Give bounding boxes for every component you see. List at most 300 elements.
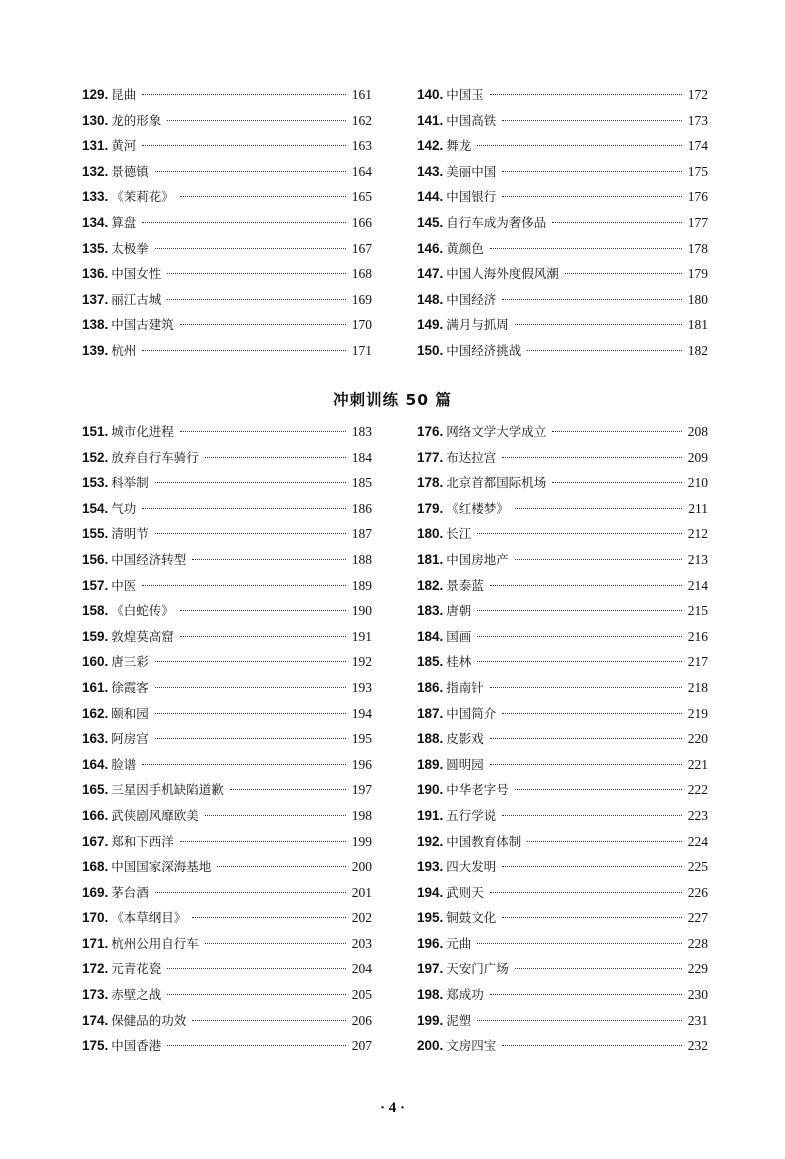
toc-entry: [82, 521, 372, 547]
dot-leader: [167, 968, 345, 969]
entry-page: 169: [351, 291, 372, 307]
toc-entry: [82, 649, 372, 675]
dot-leader: [205, 457, 346, 458]
toc-entry: [417, 184, 708, 210]
entry-title: 国画: [446, 628, 472, 644]
toc-entry: [82, 598, 372, 624]
toc-entry: [82, 803, 372, 829]
entry-page: 225: [687, 859, 708, 875]
entry-title: 杭州: [111, 342, 137, 358]
entry-number: 168.: [82, 859, 109, 875]
entry-page: 180: [687, 291, 708, 307]
dot-leader: [477, 1020, 681, 1021]
entry-number: 181.: [417, 551, 444, 567]
toc-entry: [82, 108, 372, 134]
toc-entry: [417, 675, 708, 701]
entry-page: 219: [687, 705, 708, 721]
entry-title: 气功: [111, 500, 137, 516]
entry-title: 清明节: [111, 526, 149, 542]
entry-number: 161.: [82, 679, 109, 695]
entry-number: 179.: [417, 500, 444, 516]
dot-leader: [155, 738, 346, 739]
dot-leader: [180, 610, 346, 611]
entry-title: 中国经济: [446, 291, 497, 307]
entry-title: 保健品的功效: [111, 1012, 187, 1028]
entry-page: 184: [351, 449, 372, 465]
toc-entry: [82, 419, 372, 445]
entry-number: 132.: [82, 163, 109, 179]
entry-number: 197.: [417, 961, 444, 977]
dot-leader: [552, 482, 681, 483]
toc-entry: [417, 338, 708, 364]
entry-number: 170.: [82, 910, 109, 926]
toc-entry: [417, 312, 708, 338]
entry-number: 173.: [82, 987, 109, 1003]
entry-page: 217: [687, 654, 708, 670]
entry-number: 175.: [82, 1038, 109, 1054]
entry-page: 192: [351, 654, 372, 670]
toc-entry: [82, 338, 372, 364]
dot-leader: [142, 145, 345, 146]
entry-page: 205: [351, 987, 372, 1003]
entry-number: 131.: [82, 138, 109, 154]
entry-number: 184.: [417, 628, 444, 644]
entry-number: 152.: [82, 449, 109, 465]
entry-title: 中国人海外度假风潮: [446, 266, 559, 282]
toc-entry: [82, 82, 372, 108]
dot-leader: [205, 943, 346, 944]
entry-title: 算盘: [111, 214, 137, 230]
entry-title: 龙的形象: [111, 112, 162, 128]
toc-entry: [417, 649, 708, 675]
toc-entry: [82, 675, 372, 701]
entry-page: 201: [351, 884, 372, 900]
entry-title: 中国教育体制: [446, 833, 522, 849]
toc-list-section1-right: [417, 82, 708, 364]
toc-entry: [82, 496, 372, 522]
entry-number: 192.: [417, 833, 444, 849]
entry-title: 满月与抓周: [446, 317, 509, 333]
entry-page: 213: [687, 551, 708, 567]
entry-number: 156.: [82, 551, 109, 567]
dot-leader: [502, 815, 681, 816]
entry-page: 177: [687, 214, 708, 230]
entry-number: 157.: [82, 577, 109, 593]
toc-entry: [417, 624, 708, 650]
dot-leader: [167, 994, 345, 995]
entry-number: 147.: [417, 266, 444, 282]
entry-title: 科举制: [111, 475, 149, 491]
entry-title: 丽江古城: [111, 291, 162, 307]
entry-number: 163.: [82, 731, 109, 747]
toc-entry: [82, 210, 372, 236]
dot-leader: [477, 943, 681, 944]
entry-number: 185.: [417, 654, 444, 670]
dot-leader: [180, 431, 346, 432]
dot-leader: [155, 248, 346, 249]
entry-page: 176: [687, 189, 708, 205]
entry-page: 171: [351, 342, 372, 358]
entry-page: 232: [687, 1038, 708, 1054]
entry-page: 224: [687, 833, 708, 849]
entry-title: 昆曲: [111, 87, 137, 102]
entry-title: 中医: [111, 577, 137, 593]
toc-entry: [417, 159, 708, 185]
entry-page: 206: [351, 1012, 372, 1028]
entry-page: 208: [687, 424, 708, 439]
toc-entry: [417, 931, 708, 957]
entry-page: 227: [687, 910, 708, 926]
dot-leader: [515, 508, 682, 509]
entry-page: 188: [351, 551, 372, 567]
dot-leader: [515, 968, 682, 969]
entry-number: 194.: [417, 884, 444, 900]
entry-page: 226: [687, 884, 708, 900]
entry-number: 200.: [417, 1038, 444, 1054]
entry-number: 144.: [417, 189, 444, 205]
dot-leader: [217, 866, 345, 867]
dot-leader: [180, 196, 346, 197]
dot-leader: [477, 661, 681, 662]
dot-leader: [155, 533, 346, 534]
toc-entry: [82, 624, 372, 650]
dot-leader: [205, 815, 346, 816]
dot-leader: [502, 1045, 681, 1046]
dot-leader: [502, 299, 681, 300]
entry-number: 180.: [417, 526, 444, 542]
entry-title: 唐朝: [446, 603, 472, 619]
entry-title: 景德镇: [111, 163, 149, 179]
entry-page: 172: [687, 87, 708, 102]
dot-leader: [565, 273, 682, 274]
dot-leader: [502, 120, 681, 121]
toc-entry: [417, 470, 708, 496]
toc-entry: [417, 598, 708, 624]
toc-entry: [417, 445, 708, 471]
toc-entry: [82, 261, 372, 287]
toc-entry: [417, 547, 708, 573]
dot-leader: [142, 508, 345, 509]
entry-page: 183: [351, 424, 372, 439]
toc-entry: [82, 880, 372, 906]
entry-number: 149.: [417, 317, 444, 333]
entry-page: 212: [687, 526, 708, 542]
toc-entry: [417, 701, 708, 727]
toc-entry: [82, 1033, 372, 1059]
dot-leader: [192, 1020, 345, 1021]
entry-number: 166.: [82, 807, 109, 823]
entry-number: 188.: [417, 731, 444, 747]
toc-entry: [417, 82, 708, 108]
entry-number: 199.: [417, 1012, 444, 1028]
entry-page: 168: [351, 266, 372, 282]
entry-title: 茅台酒: [111, 884, 149, 900]
toc-entry: [82, 956, 372, 982]
entry-title: 网络文学大学成立: [446, 424, 547, 439]
toc-entry: [417, 752, 708, 778]
entry-number: 137.: [82, 291, 109, 307]
entry-page: 197: [351, 782, 372, 798]
toc-entry: [417, 777, 708, 803]
toc-entry: [82, 287, 372, 313]
entry-page: 218: [687, 679, 708, 695]
dot-leader: [490, 764, 682, 765]
dot-leader: [180, 841, 346, 842]
entry-page: 207: [351, 1038, 372, 1054]
dot-leader: [155, 171, 346, 172]
entry-page: 174: [687, 138, 708, 154]
entry-title: 黄河: [111, 138, 137, 154]
entry-title: 太极拳: [111, 240, 149, 256]
entry-page: 186: [351, 500, 372, 516]
entry-page: 196: [351, 756, 372, 772]
entry-number: 195.: [417, 910, 444, 926]
dot-leader: [167, 299, 345, 300]
dot-leader: [477, 610, 681, 611]
entry-page: 162: [351, 112, 372, 128]
entry-number: 133.: [82, 189, 109, 205]
entry-page: 228: [687, 935, 708, 951]
toc-entry: [417, 496, 708, 522]
entry-number: 138.: [82, 317, 109, 333]
entry-page: 179: [687, 266, 708, 282]
entry-title: 中国女性: [111, 266, 162, 282]
toc-entry: [82, 159, 372, 185]
dot-leader: [502, 917, 681, 918]
entry-title: 元曲: [446, 935, 472, 951]
dot-leader: [230, 789, 346, 790]
dot-leader: [515, 559, 682, 560]
toc-entry: [82, 573, 372, 599]
toc-entry: [82, 445, 372, 471]
entry-title: 黄颜色: [446, 240, 484, 256]
dot-leader: [142, 222, 345, 223]
toc-entry: [82, 547, 372, 573]
toc-entry: [82, 726, 372, 752]
entry-number: 189.: [417, 756, 444, 772]
entry-page: 220: [687, 731, 708, 747]
entry-number: 136.: [82, 266, 109, 282]
dot-leader: [155, 713, 346, 714]
entry-page: 170: [351, 317, 372, 333]
entry-title: 武侠剧风靡欧美: [111, 807, 199, 823]
entry-title: 武则天: [446, 884, 484, 900]
toc-entry: [417, 905, 708, 931]
entry-page: 230: [687, 987, 708, 1003]
entry-title: 长江: [446, 526, 472, 542]
dot-leader: [180, 324, 346, 325]
entry-page: 214: [687, 577, 708, 593]
entry-number: 145.: [417, 214, 444, 230]
entry-title: 唐三彩: [111, 654, 149, 670]
dot-leader: [142, 350, 345, 351]
entry-page: 181: [687, 317, 708, 333]
entry-page: 221: [687, 756, 708, 772]
entry-page: 194: [351, 705, 372, 721]
toc-entry: [82, 236, 372, 262]
entry-number: 196.: [417, 935, 444, 951]
dot-leader: [527, 350, 681, 351]
entry-title: 《白蛇传》: [111, 603, 174, 619]
toc-entry: [417, 956, 708, 982]
entry-number: 160.: [82, 654, 109, 670]
toc-entry: [417, 1008, 708, 1034]
dot-leader: [192, 917, 345, 918]
entry-page: 223: [687, 807, 708, 823]
entry-page: 203: [351, 935, 372, 951]
entry-title: 脸谱: [111, 756, 137, 772]
dot-leader: [490, 94, 682, 95]
entry-title: 敦煌莫高窟: [111, 628, 174, 644]
dot-leader: [142, 94, 345, 95]
section-heading: 冲刺训练 50 篇: [333, 391, 452, 409]
entry-page: 204: [351, 961, 372, 977]
entry-number: 141.: [417, 112, 444, 128]
entry-number: 140.: [417, 87, 444, 102]
dot-leader: [490, 687, 682, 688]
entry-title: 徐霞客: [111, 679, 149, 695]
dot-leader: [167, 120, 345, 121]
entry-title: 杭州公用自行车: [111, 935, 199, 951]
entry-page: 163: [351, 138, 372, 154]
entry-title: 中国高铁: [446, 112, 497, 128]
entry-title: 中国国家深海基地: [111, 859, 212, 875]
entry-number: 186.: [417, 679, 444, 695]
entry-number: 171.: [82, 935, 109, 951]
entry-number: 193.: [417, 859, 444, 875]
dot-leader: [490, 585, 682, 586]
entry-page: 198: [351, 807, 372, 823]
entry-title: 北京首都国际机场: [446, 475, 547, 491]
entry-title: 指南针: [446, 679, 484, 695]
entry-title: 放弃自行车骑行: [111, 449, 199, 465]
toc-entry: [82, 312, 372, 338]
entry-page: 195: [351, 731, 372, 747]
entry-page: 166: [351, 214, 372, 230]
entry-number: 178.: [417, 475, 444, 491]
entry-title: 颐和园: [111, 705, 149, 721]
entry-title: 自行车成为奢侈品: [446, 214, 547, 230]
toc-entry: [417, 829, 708, 855]
toc-list-section1-left: [82, 82, 372, 364]
entry-page: 215: [687, 603, 708, 619]
entry-number: 177.: [417, 449, 444, 465]
entry-number: 167.: [82, 833, 109, 849]
entry-title: 泥塑: [446, 1012, 472, 1028]
entry-page: 173: [687, 112, 708, 128]
entry-title: 中国古建筑: [111, 317, 174, 333]
toc-entry: [417, 210, 708, 236]
toc-list-section2-left: [82, 419, 372, 1059]
dot-leader: [515, 324, 682, 325]
dot-leader: [155, 661, 346, 662]
entry-title: 中华老字号: [446, 782, 509, 798]
entry-title: 赤壁之战: [111, 987, 162, 1003]
entry-number: 142.: [417, 138, 444, 154]
entry-number: 172.: [82, 961, 109, 977]
entry-page: 216: [687, 628, 708, 644]
toc-entry: [82, 1008, 372, 1034]
entry-title: 桂林: [446, 654, 472, 670]
toc-entry: [417, 982, 708, 1008]
entry-number: 143.: [417, 163, 444, 179]
entry-number: 148.: [417, 291, 444, 307]
entry-number: 155.: [82, 526, 109, 542]
entry-title: 城市化进程: [111, 424, 174, 439]
toc-entry: [417, 108, 708, 134]
entry-page: 167: [351, 240, 372, 256]
entry-title: 文房四宝: [446, 1038, 497, 1054]
dot-leader: [527, 841, 681, 842]
entry-number: 182.: [417, 577, 444, 593]
entry-page: 189: [351, 577, 372, 593]
toc-entry: [417, 133, 708, 159]
toc-entry: [417, 521, 708, 547]
entry-page: 175: [687, 163, 708, 179]
entry-number: 158.: [82, 603, 109, 619]
entry-number: 134.: [82, 214, 109, 230]
entry-title: 元青花瓷: [111, 961, 162, 977]
toc-entry: [417, 854, 708, 880]
entry-number: 129.: [82, 87, 109, 102]
toc-entry: [417, 287, 708, 313]
entry-title: 中国房地产: [446, 551, 509, 567]
entry-number: 187.: [417, 705, 444, 721]
entry-title: 圆明园: [446, 756, 484, 772]
entry-number: 176.: [417, 424, 444, 439]
dot-leader: [477, 145, 681, 146]
dot-leader: [552, 222, 681, 223]
entry-number: 135.: [82, 240, 109, 256]
entry-title: 舞龙: [446, 138, 472, 154]
entry-number: 191.: [417, 807, 444, 823]
entry-title: 中国经济挑战: [446, 342, 522, 358]
dot-leader: [490, 892, 682, 893]
toc-entry: [417, 803, 708, 829]
entry-number: 190.: [417, 782, 444, 798]
dot-leader: [142, 764, 345, 765]
entry-page: 193: [351, 679, 372, 695]
entry-title: 中国简介: [446, 705, 497, 721]
entry-page: 209: [687, 449, 708, 465]
entry-page: 182: [687, 342, 708, 358]
entry-number: 164.: [82, 756, 109, 772]
page-number: · 4 ·: [379, 1100, 405, 1116]
dot-leader: [155, 892, 346, 893]
entry-page: 165: [351, 189, 372, 205]
dot-leader: [155, 482, 346, 483]
dot-leader: [502, 171, 681, 172]
entry-title: 皮影戏: [446, 731, 484, 747]
entry-title: 中国银行: [446, 189, 497, 205]
dot-leader: [552, 431, 681, 432]
dot-leader: [502, 713, 681, 714]
dot-leader: [490, 994, 682, 995]
toc-entry: [82, 752, 372, 778]
toc-entry: [417, 236, 708, 262]
toc-entry: [417, 880, 708, 906]
entry-page: 202: [351, 910, 372, 926]
dot-leader: [490, 738, 682, 739]
toc-entry: [417, 419, 708, 445]
dot-leader: [180, 636, 346, 637]
entry-page: 164: [351, 163, 372, 179]
entry-title: 阿房宫: [111, 731, 149, 747]
entry-page: 161: [351, 87, 372, 102]
toc-entry: [82, 905, 372, 931]
entry-title: 郑成功: [446, 987, 484, 1003]
entry-page: 185: [351, 475, 372, 491]
